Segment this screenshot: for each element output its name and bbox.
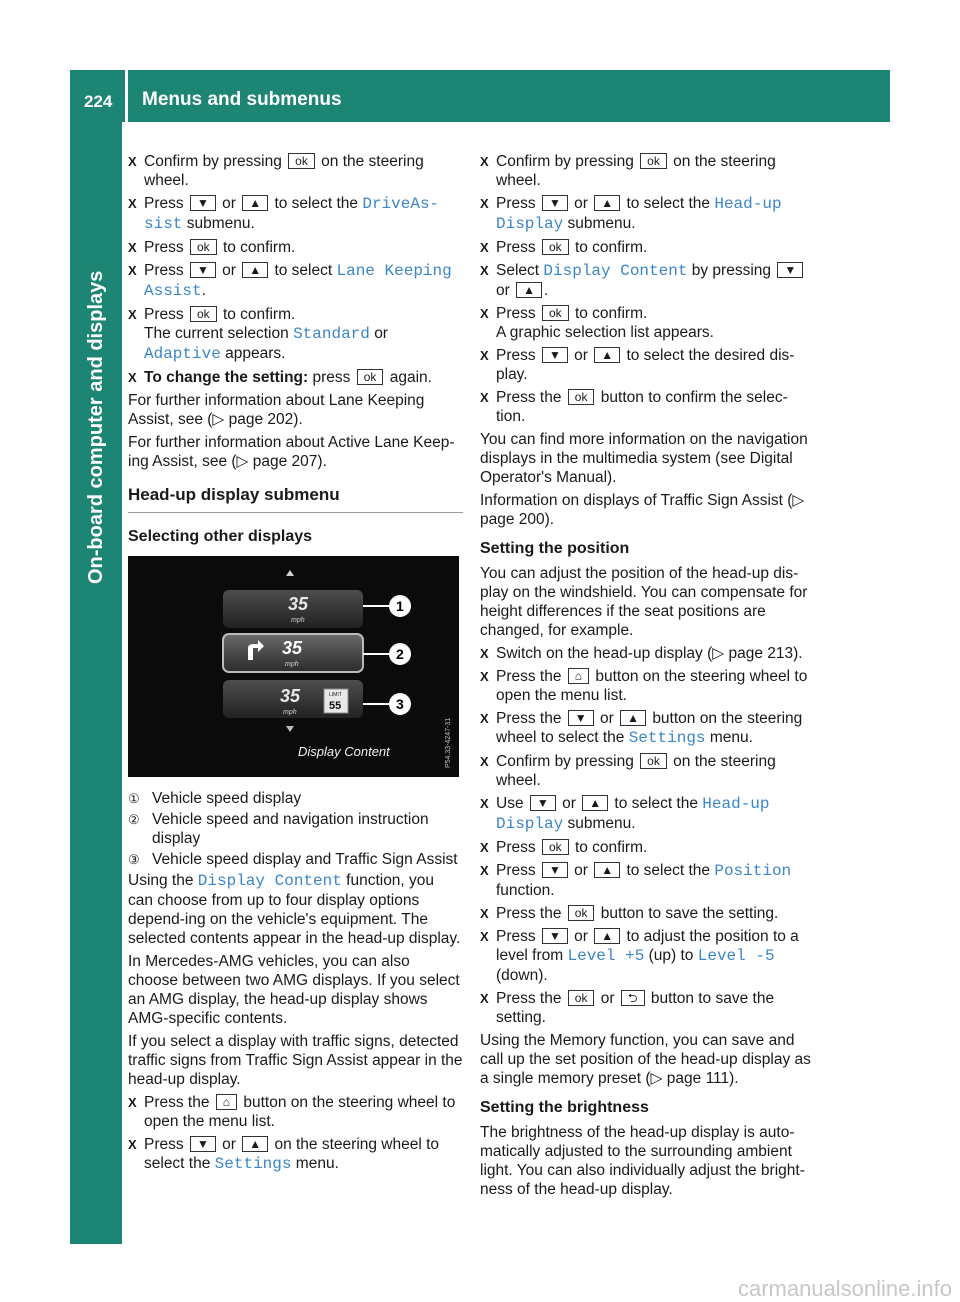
option-name: Adaptive [144, 345, 221, 363]
menu-name: Head-up Display [496, 195, 782, 233]
step-text: or [222, 1136, 236, 1153]
step-text: appears. [225, 345, 286, 362]
step [128, 194, 463, 234]
step [128, 261, 463, 301]
step-text: The current selection [144, 325, 289, 342]
section-heading: Head-up display submenu [128, 485, 463, 513]
step-text: to select the [274, 195, 359, 212]
step-text: Press [496, 195, 536, 212]
menu-name: Head-up Display [496, 795, 770, 833]
step-arrow-icon: X [480, 348, 489, 363]
paragraph: For further information about Lane Keeping Assist, see (▷ page 202). [128, 392, 425, 428]
panel-3-speed: 35 [280, 686, 301, 706]
step [480, 238, 815, 257]
paragraph [128, 871, 463, 948]
down-key-icon: ▼ [568, 710, 594, 726]
step [128, 368, 463, 387]
level-value: Level +5 [567, 947, 645, 965]
step-arrow-icon: X [480, 154, 489, 169]
step-text: to adjust the position to a level from [496, 928, 799, 964]
ok-key-icon: ok [288, 153, 315, 169]
ok-key-icon: ok [190, 306, 217, 322]
page-number: 224 [84, 92, 113, 111]
step-text: Press [496, 839, 536, 856]
up-key-icon: ▲ [242, 1136, 268, 1152]
step-arrow-icon: X [128, 370, 137, 385]
step-text: button on the steering wheel to open the menu list. [496, 668, 808, 704]
ok-key-icon: ok [568, 905, 595, 921]
step-text: submenu. [567, 215, 636, 232]
subsection-heading: Setting the position [480, 540, 630, 557]
step [480, 989, 815, 1027]
back-key-icon: ⮌ [621, 990, 645, 1006]
step-text: on the steering wheel. [144, 153, 424, 189]
step [480, 861, 815, 900]
step-arrow-icon: X [480, 263, 489, 278]
step-text: to confirm. [574, 239, 648, 256]
step-arrow-icon: X [128, 263, 137, 278]
left-column [128, 152, 463, 1178]
menu-name: Settings [214, 1155, 292, 1173]
step-text: A graphic selection list appears. [496, 324, 714, 341]
step [480, 794, 815, 834]
menu-name: Settings [628, 729, 706, 747]
step-text: Press [144, 262, 184, 279]
down-key-icon: ▼ [190, 262, 216, 278]
caption-text: Vehicle speed and navigation instruction display [152, 811, 429, 847]
caption-item [128, 789, 463, 808]
step-text: press [312, 369, 351, 386]
step-text: . [201, 282, 206, 299]
panel-1-unit: mph [291, 617, 305, 624]
step [480, 152, 815, 190]
down-key-icon: ▼ [542, 928, 568, 944]
step-text: on the steering wheel to select the [144, 1136, 440, 1172]
side-tab-text: On-board computer and displays [85, 270, 107, 584]
step-text: (up) to [648, 947, 694, 964]
up-key-icon: ▲ [594, 928, 620, 944]
paragraph: If you select a display with traffic signs, detected traffic signs from Traffic Sign Assist appear in the head-up display. [128, 1033, 463, 1088]
down-key-icon: ▼ [542, 195, 568, 211]
callout-1-label: 1 [396, 598, 404, 614]
step-text: or [496, 282, 510, 299]
step-text: to select [274, 262, 333, 279]
step [480, 194, 815, 234]
down-key-icon: ▼ [542, 347, 568, 363]
menu-name: Lane Keeping Assist [144, 262, 452, 300]
step-text: or [574, 862, 588, 879]
step-text: button to save the setting. [496, 990, 775, 1026]
step-arrow-icon: X [128, 1137, 137, 1152]
callout-number-icon: ② [128, 812, 140, 827]
step [480, 644, 815, 663]
step [480, 904, 815, 923]
panel-1-speed: 35 [288, 594, 309, 614]
down-key-icon: ▼ [777, 262, 803, 278]
step-arrow-icon: X [480, 754, 489, 769]
callout-number-icon: ① [128, 791, 140, 806]
step-arrow-icon: X [480, 669, 489, 684]
up-key-icon: ▲ [242, 195, 268, 211]
caption-item [128, 850, 463, 869]
step-text: Press [144, 195, 184, 212]
figure-code: P54.33-4247-31 [445, 717, 452, 768]
sign-label: LIMIT [329, 692, 342, 698]
paragraph-text: Using the [128, 872, 194, 889]
step-text: function. [496, 882, 555, 899]
paragraph: In Mercedes-AMG vehicles, you can also choose between two AMG displays. If you select an AMG display, the head-up display shows AMG-specific contents. [128, 953, 460, 1027]
home-key-icon: ⌂ [568, 668, 589, 684]
subsection-heading: Selecting other displays [128, 528, 313, 545]
step-text: to confirm. [574, 305, 648, 322]
step-text: Use [496, 795, 524, 812]
step-text: Press [144, 306, 184, 323]
step-arrow-icon: X [480, 991, 489, 1006]
step-text: Press the [496, 990, 562, 1007]
step-arrow-icon: X [128, 154, 137, 169]
step-text: by pressing [691, 262, 772, 279]
step [480, 388, 815, 426]
step-text: Press the [496, 905, 562, 922]
ok-key-icon: ok [640, 153, 667, 169]
step [480, 346, 815, 384]
step-text: submenu. [186, 215, 255, 232]
step-text: or [574, 928, 588, 945]
up-key-icon: ▲ [516, 282, 542, 298]
step-text: or [574, 347, 588, 364]
step-text: menu. [295, 1155, 339, 1172]
callout-3-label: 3 [396, 696, 404, 712]
step-arrow-icon: X [480, 390, 489, 405]
up-key-icon: ▲ [620, 710, 646, 726]
step-text: on the steering wheel. [496, 753, 776, 789]
step-arrow-icon: X [480, 240, 489, 255]
step-text: Press [496, 928, 536, 945]
step-arrow-icon: X [128, 196, 137, 211]
step [480, 752, 815, 790]
step [480, 304, 815, 342]
ok-key-icon: ok [640, 753, 667, 769]
step-text: or [222, 195, 236, 212]
paragraph: For further information about Active Lane Keep-ing Assist, see (▷ page 207). [128, 434, 455, 470]
caption-text: Vehicle speed display and Traffic Sign Assist [152, 851, 458, 868]
step-text: or [562, 795, 576, 812]
right-column [480, 152, 815, 1203]
step-text: Confirm by pressing [144, 153, 282, 170]
step-text: Press [144, 239, 184, 256]
step-text: on the steering wheel. [496, 153, 776, 189]
step-text: submenu. [567, 815, 636, 832]
paragraph: Using the Memory function, you can save and call up the set position of the head-up display as a single memory preset (▷ page 111). [480, 1032, 811, 1087]
side-tab-marker [70, 810, 122, 852]
up-key-icon: ▲ [242, 262, 268, 278]
step-text: or [574, 195, 588, 212]
option-name: Standard [293, 325, 370, 343]
ok-key-icon: ok [542, 305, 569, 321]
step-text: or [600, 710, 614, 727]
step-text: Press [496, 862, 536, 879]
panel-2-speed: 35 [282, 638, 303, 658]
down-key-icon: ▼ [542, 862, 568, 878]
step-text: or [222, 262, 236, 279]
step [128, 238, 463, 257]
step-arrow-icon: X [480, 646, 489, 661]
step [480, 838, 815, 857]
step-text: Switch on the head-up display (▷ page 213). [496, 645, 803, 662]
step-text: Press [496, 347, 536, 364]
step [128, 1093, 463, 1131]
side-tab-label [84, 270, 108, 608]
step-arrow-icon: X [480, 196, 489, 211]
step-text: to select the [626, 862, 711, 879]
callout-number-icon: ③ [128, 852, 140, 867]
step-text: button on the steering wheel to select the [496, 710, 803, 746]
step-text: Confirm by pressing [496, 753, 634, 770]
step-text: to confirm. [574, 839, 648, 856]
callout-2-label: 2 [396, 646, 404, 662]
step [128, 305, 463, 364]
ok-key-icon: ok [542, 839, 569, 855]
watermark: carmanualsonline.info [737, 1276, 952, 1301]
up-key-icon: ▲ [582, 795, 608, 811]
panel-3-unit: mph [283, 709, 297, 716]
step-text: button on the steering wheel to open the menu list. [144, 1094, 456, 1130]
header-bar [70, 70, 890, 122]
step-text: Press the [496, 710, 562, 727]
step-text: (down). [496, 967, 548, 984]
step-arrow-icon: X [480, 711, 489, 726]
caption-text: Vehicle speed display [152, 790, 302, 807]
paragraph: You can find more information on the navigation displays in the multimedia system (see Digital Operator's Manual). [480, 431, 808, 486]
down-arrow-icon [286, 726, 294, 732]
panel-2-unit: mph [285, 661, 299, 668]
step-text: Press the [496, 389, 562, 406]
step-arrow-icon: X [128, 240, 137, 255]
step [480, 709, 815, 748]
step-bold-text: To change the setting: [144, 369, 309, 386]
ok-key-icon: ok [357, 369, 384, 385]
step-text: to confirm. [222, 306, 296, 323]
up-key-icon: ▲ [594, 347, 620, 363]
display-content-label: Display Content [298, 744, 390, 759]
home-key-icon: ⌂ [216, 1094, 237, 1110]
step-text: Press the [496, 668, 562, 685]
step-text: Press [496, 239, 536, 256]
caption-item [128, 810, 463, 848]
page-title: Menus and submenus [142, 89, 342, 110]
step-text: menu. [709, 729, 753, 746]
step [128, 1135, 463, 1174]
step-text: button to save the setting. [600, 905, 779, 922]
step-arrow-icon: X [480, 840, 489, 855]
down-key-icon: ▼ [190, 1136, 216, 1152]
step-arrow-icon: X [480, 929, 489, 944]
down-key-icon: ▼ [190, 195, 216, 211]
sign-value: 55 [329, 700, 342, 712]
step-text: button to confirm the selec-tion. [496, 389, 788, 425]
step-text: to select the [626, 195, 711, 212]
paragraph: The brightness of the head-up display is auto-matically adjusted to the surrounding ambient light. You can also individually adjust the bright-ness of the head-up display. [480, 1124, 805, 1198]
subsection-heading: Setting the brightness [480, 1099, 649, 1116]
step-text: Confirm by pressing [496, 153, 634, 170]
menu-name: Position [714, 862, 792, 880]
ok-key-icon: ok [568, 990, 595, 1006]
step-arrow-icon: X [480, 306, 489, 321]
menu-name: Display Content [543, 262, 688, 280]
step-text: or [600, 990, 615, 1007]
level-value: Level -5 [697, 947, 775, 965]
step-text: Select [496, 262, 540, 279]
up-arrow-icon [286, 570, 294, 576]
step-arrow-icon: X [480, 863, 489, 878]
up-key-icon: ▲ [594, 862, 620, 878]
down-key-icon: ▼ [530, 795, 556, 811]
step-text: Press [496, 305, 536, 322]
step-arrow-icon: X [128, 307, 137, 322]
paragraph-text: function, you can choose from up to four display options depend-ing on the vehicle's equipment. The selected contents appear in the head-up display. [128, 872, 461, 947]
step-text: to confirm. [222, 239, 296, 256]
menu-name: Display Content [197, 872, 342, 890]
step-arrow-icon: X [480, 906, 489, 921]
step-text: . [544, 282, 549, 299]
hud-figure-graphic [128, 556, 459, 777]
hud-figure [128, 556, 459, 777]
ok-key-icon: ok [190, 239, 217, 255]
step-text: to select the [614, 795, 698, 812]
header-divider [125, 70, 128, 122]
step-text: Press the [144, 1094, 210, 1111]
paragraph: You can adjust the position of the head-up dis-play on the windshield. You can compensate for height differences if the seat positions are changed, for example. [480, 565, 808, 639]
step-text: Press [144, 1136, 184, 1153]
ok-key-icon: ok [542, 239, 569, 255]
step-arrow-icon: X [128, 1095, 137, 1110]
step-text: or [374, 325, 388, 342]
step [480, 667, 815, 705]
ok-key-icon: ok [568, 389, 595, 405]
step [480, 927, 815, 985]
step [128, 152, 463, 190]
up-key-icon: ▲ [594, 195, 620, 211]
paragraph: Information on displays of Traffic Sign Assist (▷ page 200). [480, 492, 805, 528]
step-arrow-icon: X [480, 796, 489, 811]
step-text: again. [389, 369, 432, 386]
step [480, 261, 815, 300]
step-text: to select the desired dis-play. [496, 347, 795, 383]
menu-name: DriveAs‐sist [144, 195, 440, 233]
